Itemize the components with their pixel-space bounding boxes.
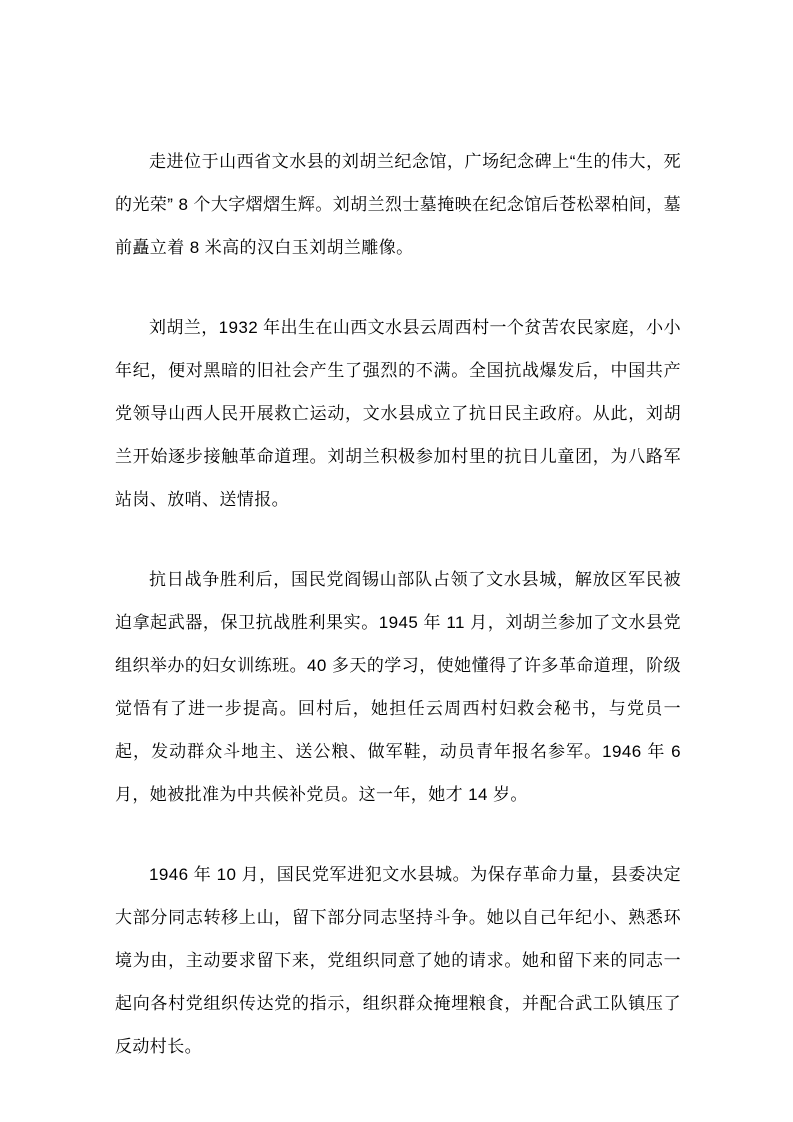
paragraph-early-life: 刘胡兰，1932 年出生在山西文水县云周西村一个贫苦农民家庭，小小年纪，便对黑暗的旧社会产生了强烈的不满。全国抗战爆发后，中国共产党领导山西人民开展救亡运动，文水县成立了抗日民主政府。从此，刘胡兰开始逐步接触革命道理。刘胡兰积极参加村里的抗日儿童团，为八路军站岗、放哨、送情报。	[115, 318, 681, 509]
paragraph-stay-behind-struggle: 1946 年 10 月，国民党军进犯文水县城。为保存革命力量，县委决定大部分同志转移上山，留下部分同志坚持斗争。她以自己年纪小、熟悉环境为由，主动要求留下来，党组织同意了她的请求。她和留下来的同志一起向各村党组织传达党的指示，组织群众掩埋粮食，并配合武工队镇压了反动村长。	[115, 865, 681, 1056]
paragraph-memorial-intro: 走进位于山西省文水县的刘胡兰纪念馆，广场纪念碑上“生的伟大，死的光荣” 8 个大字熠熠生辉。刘胡兰烈士墓掩映在纪念馆后苍松翠柏间，墓前矗立着 8 米高的汉白玉刘胡兰雕像。	[115, 152, 681, 257]
paragraph-training-and-party: 抗日战争胜利后，国民党阎锡山部队占领了文水县城，解放区军民被迫拿起武器，保卫抗战胜利果实。1945 年 11 月，刘胡兰参加了文水县党组织举办的妇女训练班。40 多天的学习，使她懂得了许多革命道理，阶级觉悟有了进一步提高。回村后，她担任云周西村妇救会秘书，与党员一起，发动群众斗地主、送公粮、做军鞋，动员青年报名参军。1946 年 6 月，她被批准为中共候补党员。这一年，她才 14 岁。	[115, 570, 681, 804]
